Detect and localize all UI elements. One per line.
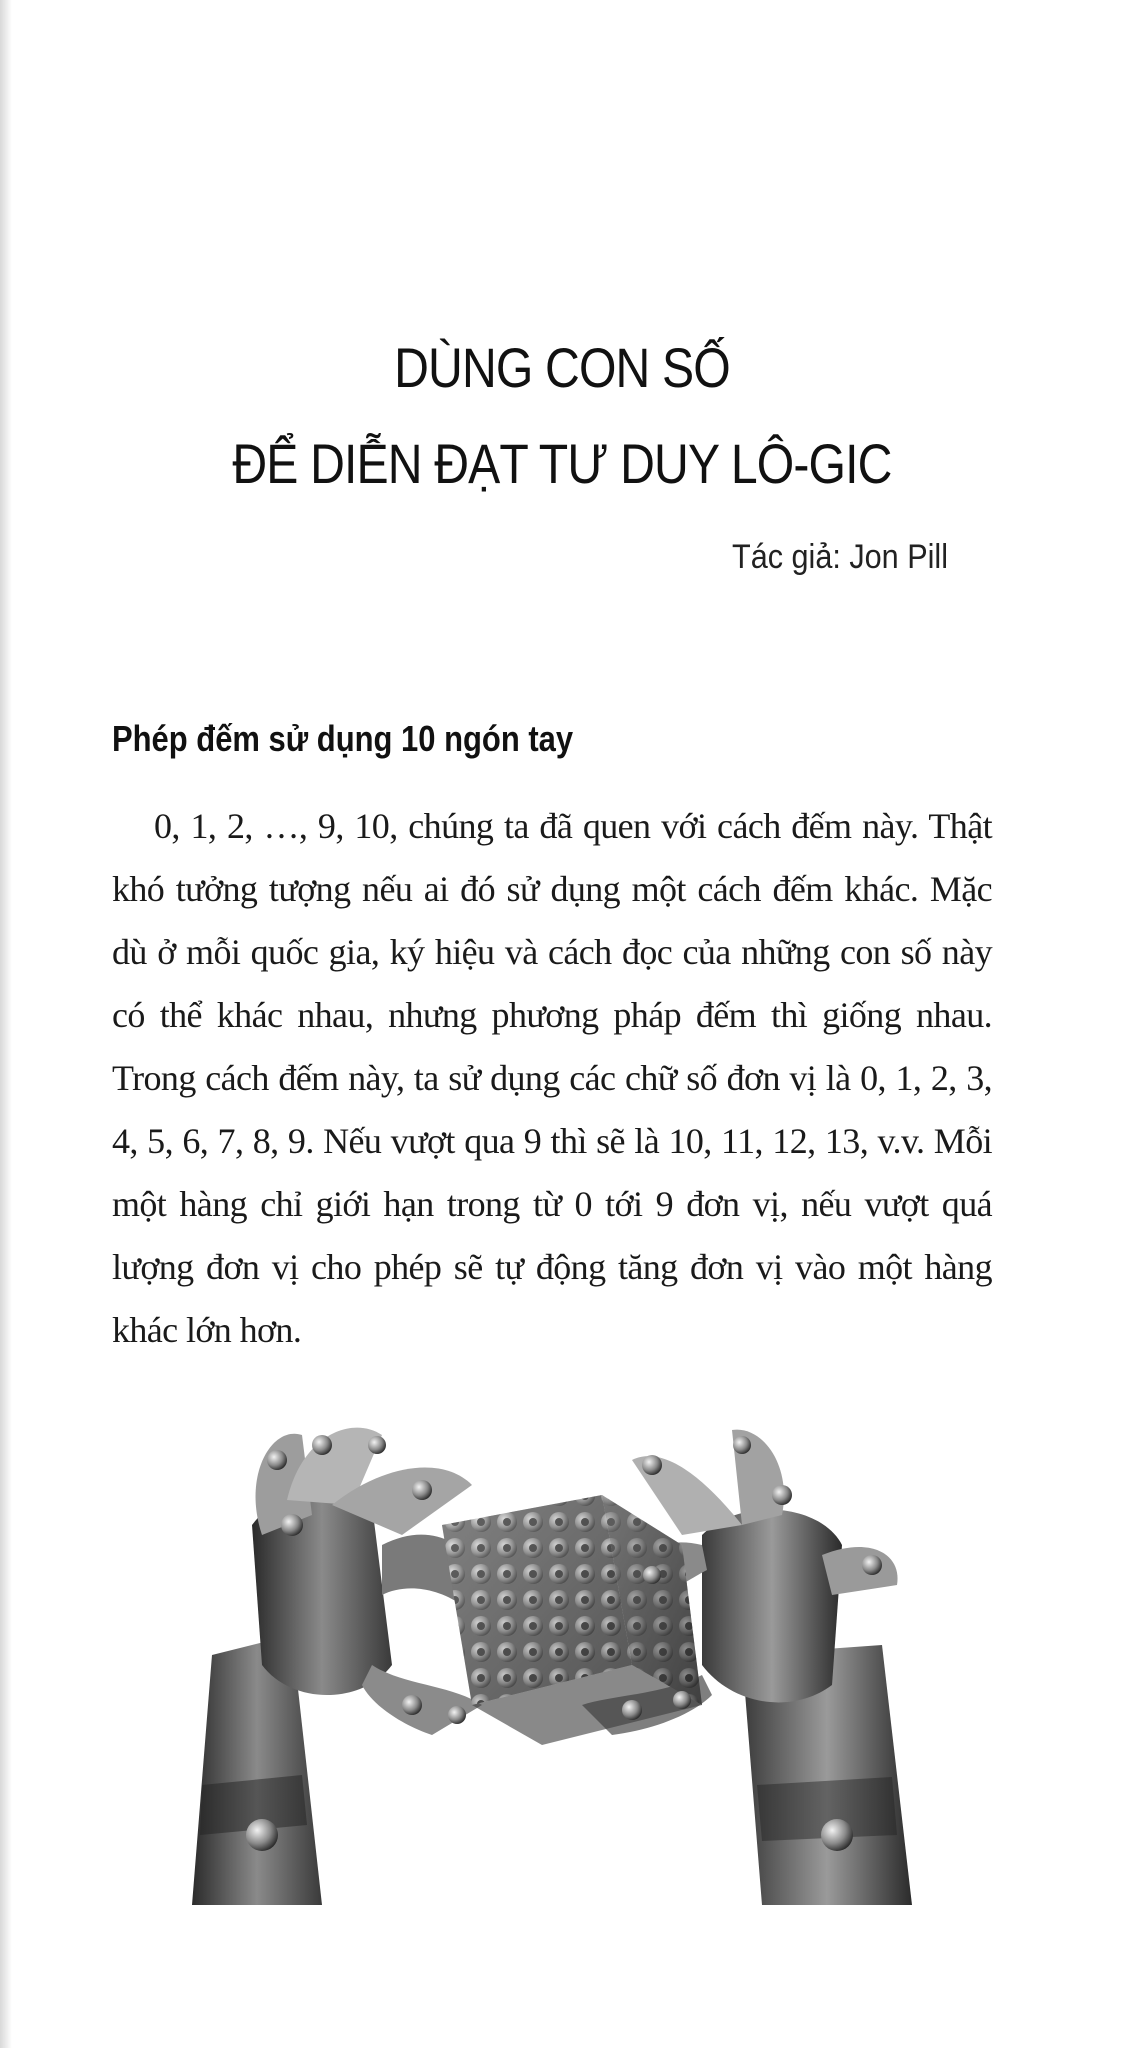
- cube-icon: [442, 1495, 702, 1745]
- page-binding-shadow: [0, 0, 12, 2048]
- body-paragraph: 0, 1, 2, …, 9, 10, chúng ta đã quen với cách đếm này. Thật khó tưởng tượng nếu ai đó sử dụng một cách đếm khác. Mặc dù ở mỗi quốc gia, ký hiệu và cách đọc của những con số này có thể khác nhau, nhưng phương pháp đếm thì giống nhau. Trong cách đếm này, ta sử dụng các chữ số đơn vị là 0, 1, 2, 3, 4, 5, 6, 7, 8, 9. Nếu vượt qua 9 thì sẽ là 10, 11, 12, 13, v.v. Mỗi một hàng chỉ giới hạn trong từ 0 tới 9 đơn vị, nếu vượt quá lượng đơn vị cho phép sẽ tự động tăng đơn vị vào một hàng khác lớn hơn.: [112, 806, 992, 1350]
- robot-hands-holding-cube-illustration: [182, 1405, 922, 1905]
- section-heading: Phép đếm sử dụng 10 ngón tay: [112, 718, 574, 759]
- chapter-title-line-1: DÙNG CON SỐ: [394, 336, 730, 399]
- chapter-title-line-2: ĐỂ DIỄN ĐẠT TƯ DUY LÔ-GIC: [232, 432, 892, 495]
- author-credit: Tác giả: Jon Pill: [732, 538, 948, 576]
- chapter-title: [79, 320, 1046, 512]
